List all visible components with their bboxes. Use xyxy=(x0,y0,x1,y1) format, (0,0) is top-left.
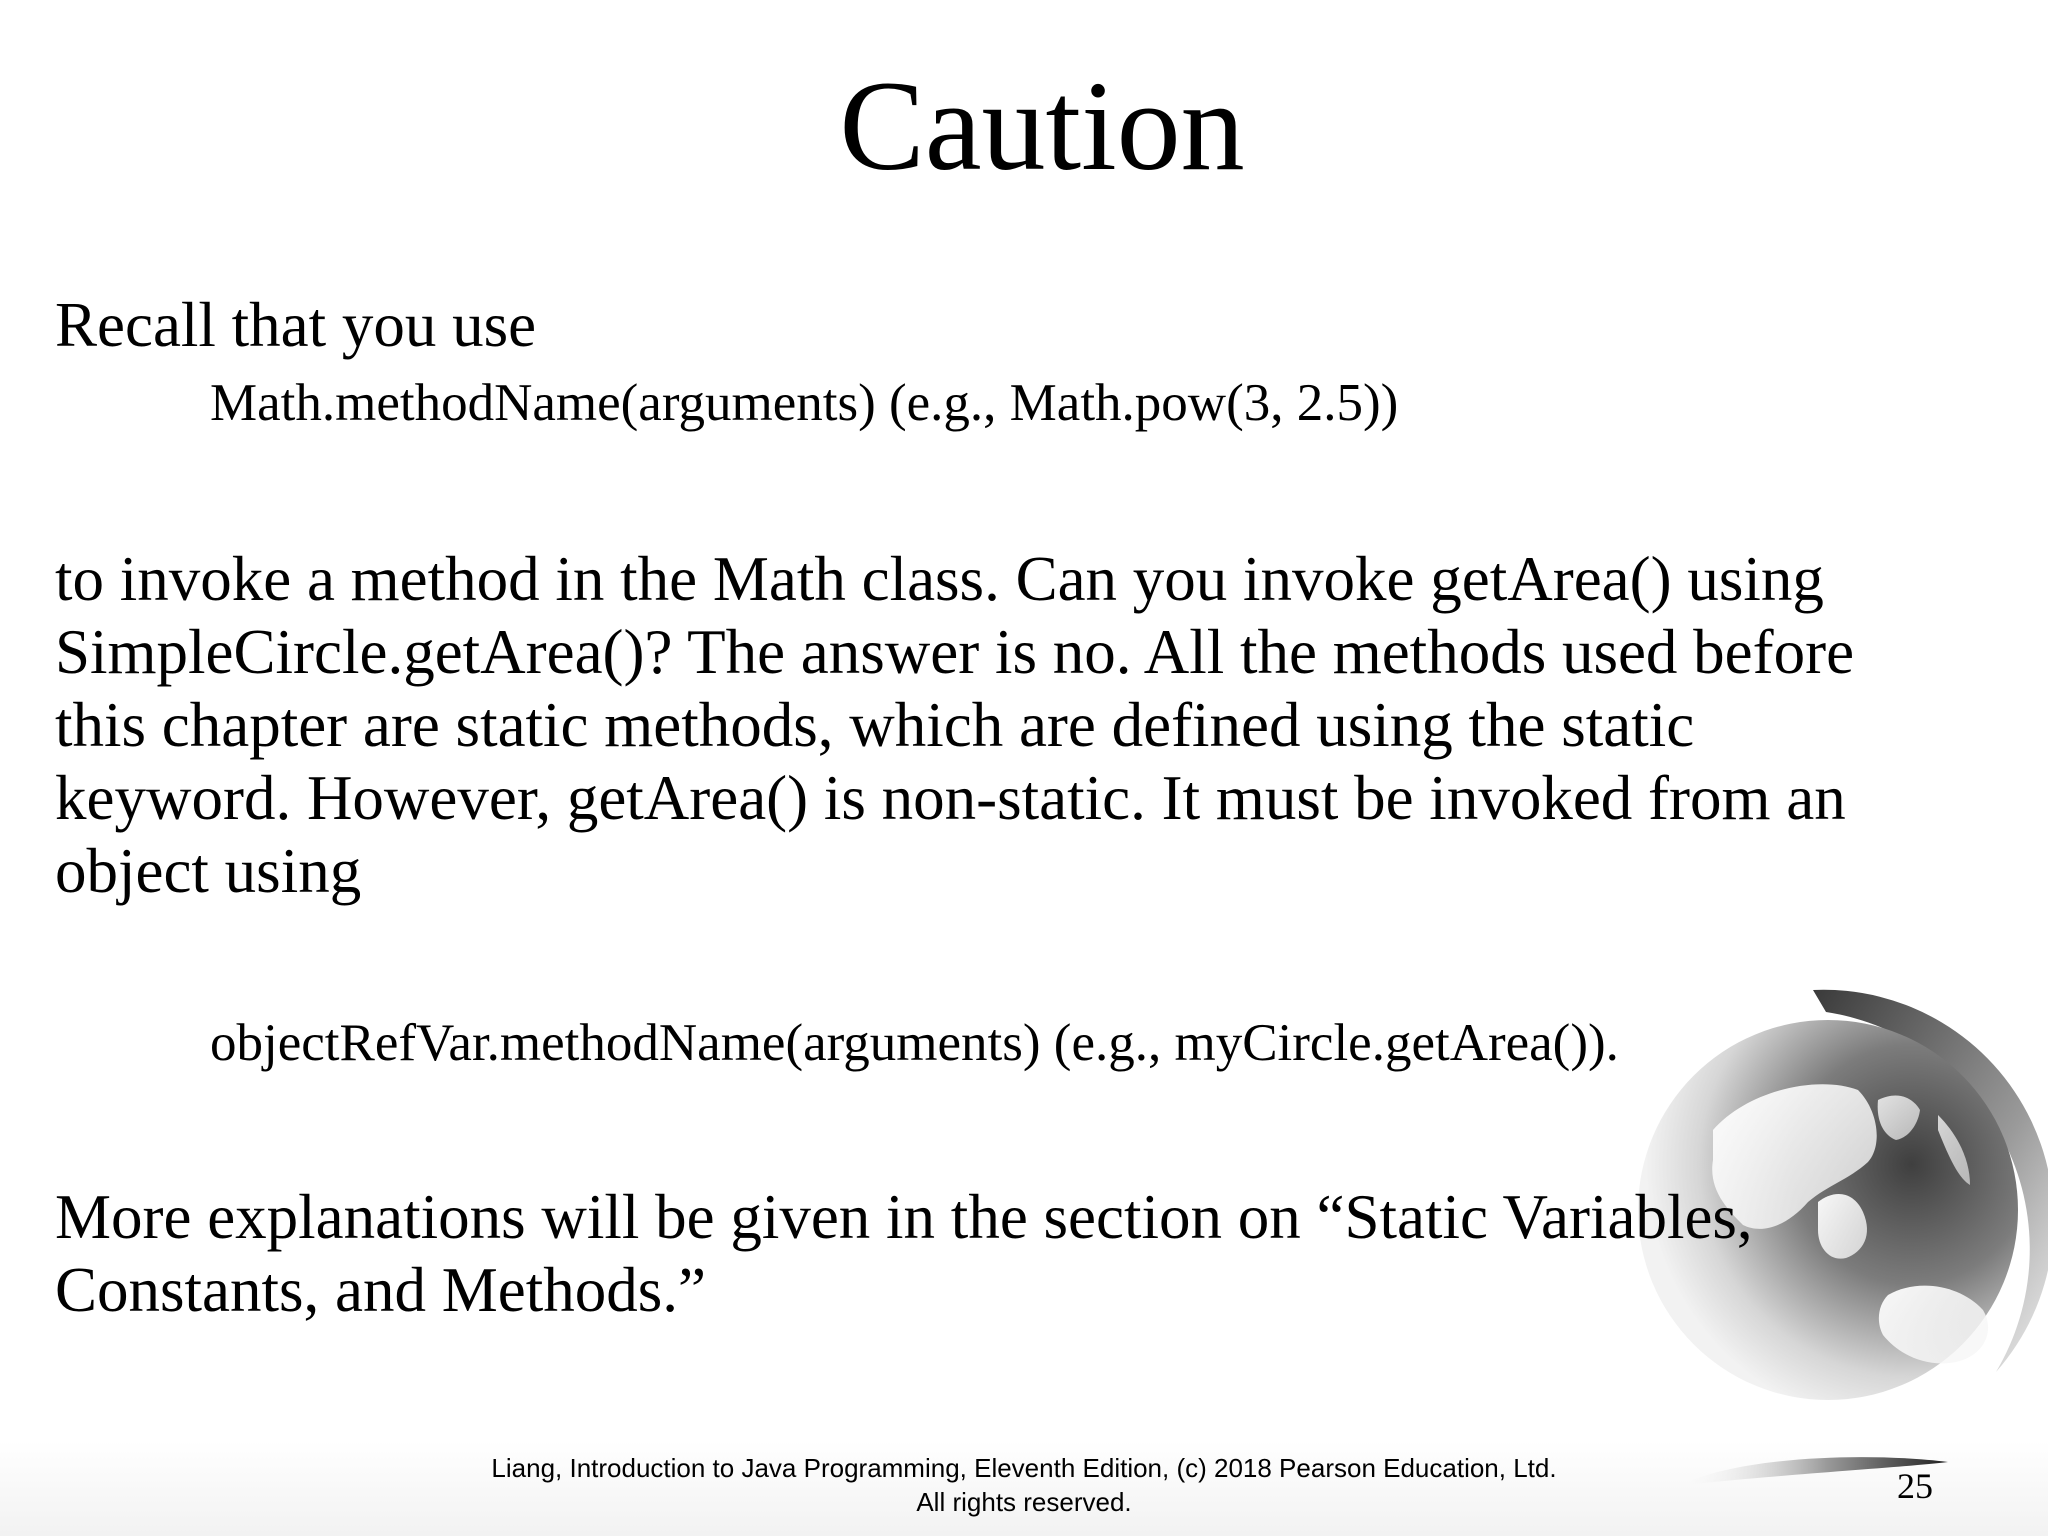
footer-line-2: All rights reserved. xyxy=(916,1487,1132,1518)
paragraph-line-1: to invoke a method in the Math class. Can you invoke getArea() using xyxy=(55,544,1824,614)
paragraph-line-3: this chapter are static methods, which are defined using the static xyxy=(55,690,1695,760)
footer-copyright xyxy=(0,1452,2048,1520)
paragraph-line-2: SimpleCircle.getArea()? The answer is no. All the methods used before xyxy=(55,617,1855,687)
code-example-math: Math.methodName(arguments) (e.g., Math.pow(3, 2.5)) xyxy=(210,374,1399,432)
paragraph-recall: Recall that you use xyxy=(55,290,537,360)
paragraph-more-line-2: Constants, and Methods.” xyxy=(55,1255,706,1325)
paragraph-line-5: object using xyxy=(55,836,362,906)
paragraph-more-line-1: More explanations will be given in the section on “Static Variables, xyxy=(55,1182,1753,1252)
slide-title: Caution xyxy=(839,55,1245,197)
code-example-object: objectRefVar.methodName(arguments) (e.g., myCircle.getArea()). xyxy=(210,1014,1619,1072)
footer-line-1: Liang, Introduction to Java Programming, Eleventh Edition, (c) 2018 Pearson Education, Ltd. xyxy=(491,1453,1557,1484)
page-number: 25 xyxy=(1897,1466,1933,1506)
paragraph-line-4: keyword. However, getArea() is non-static. It must be invoked from an xyxy=(55,763,1846,833)
